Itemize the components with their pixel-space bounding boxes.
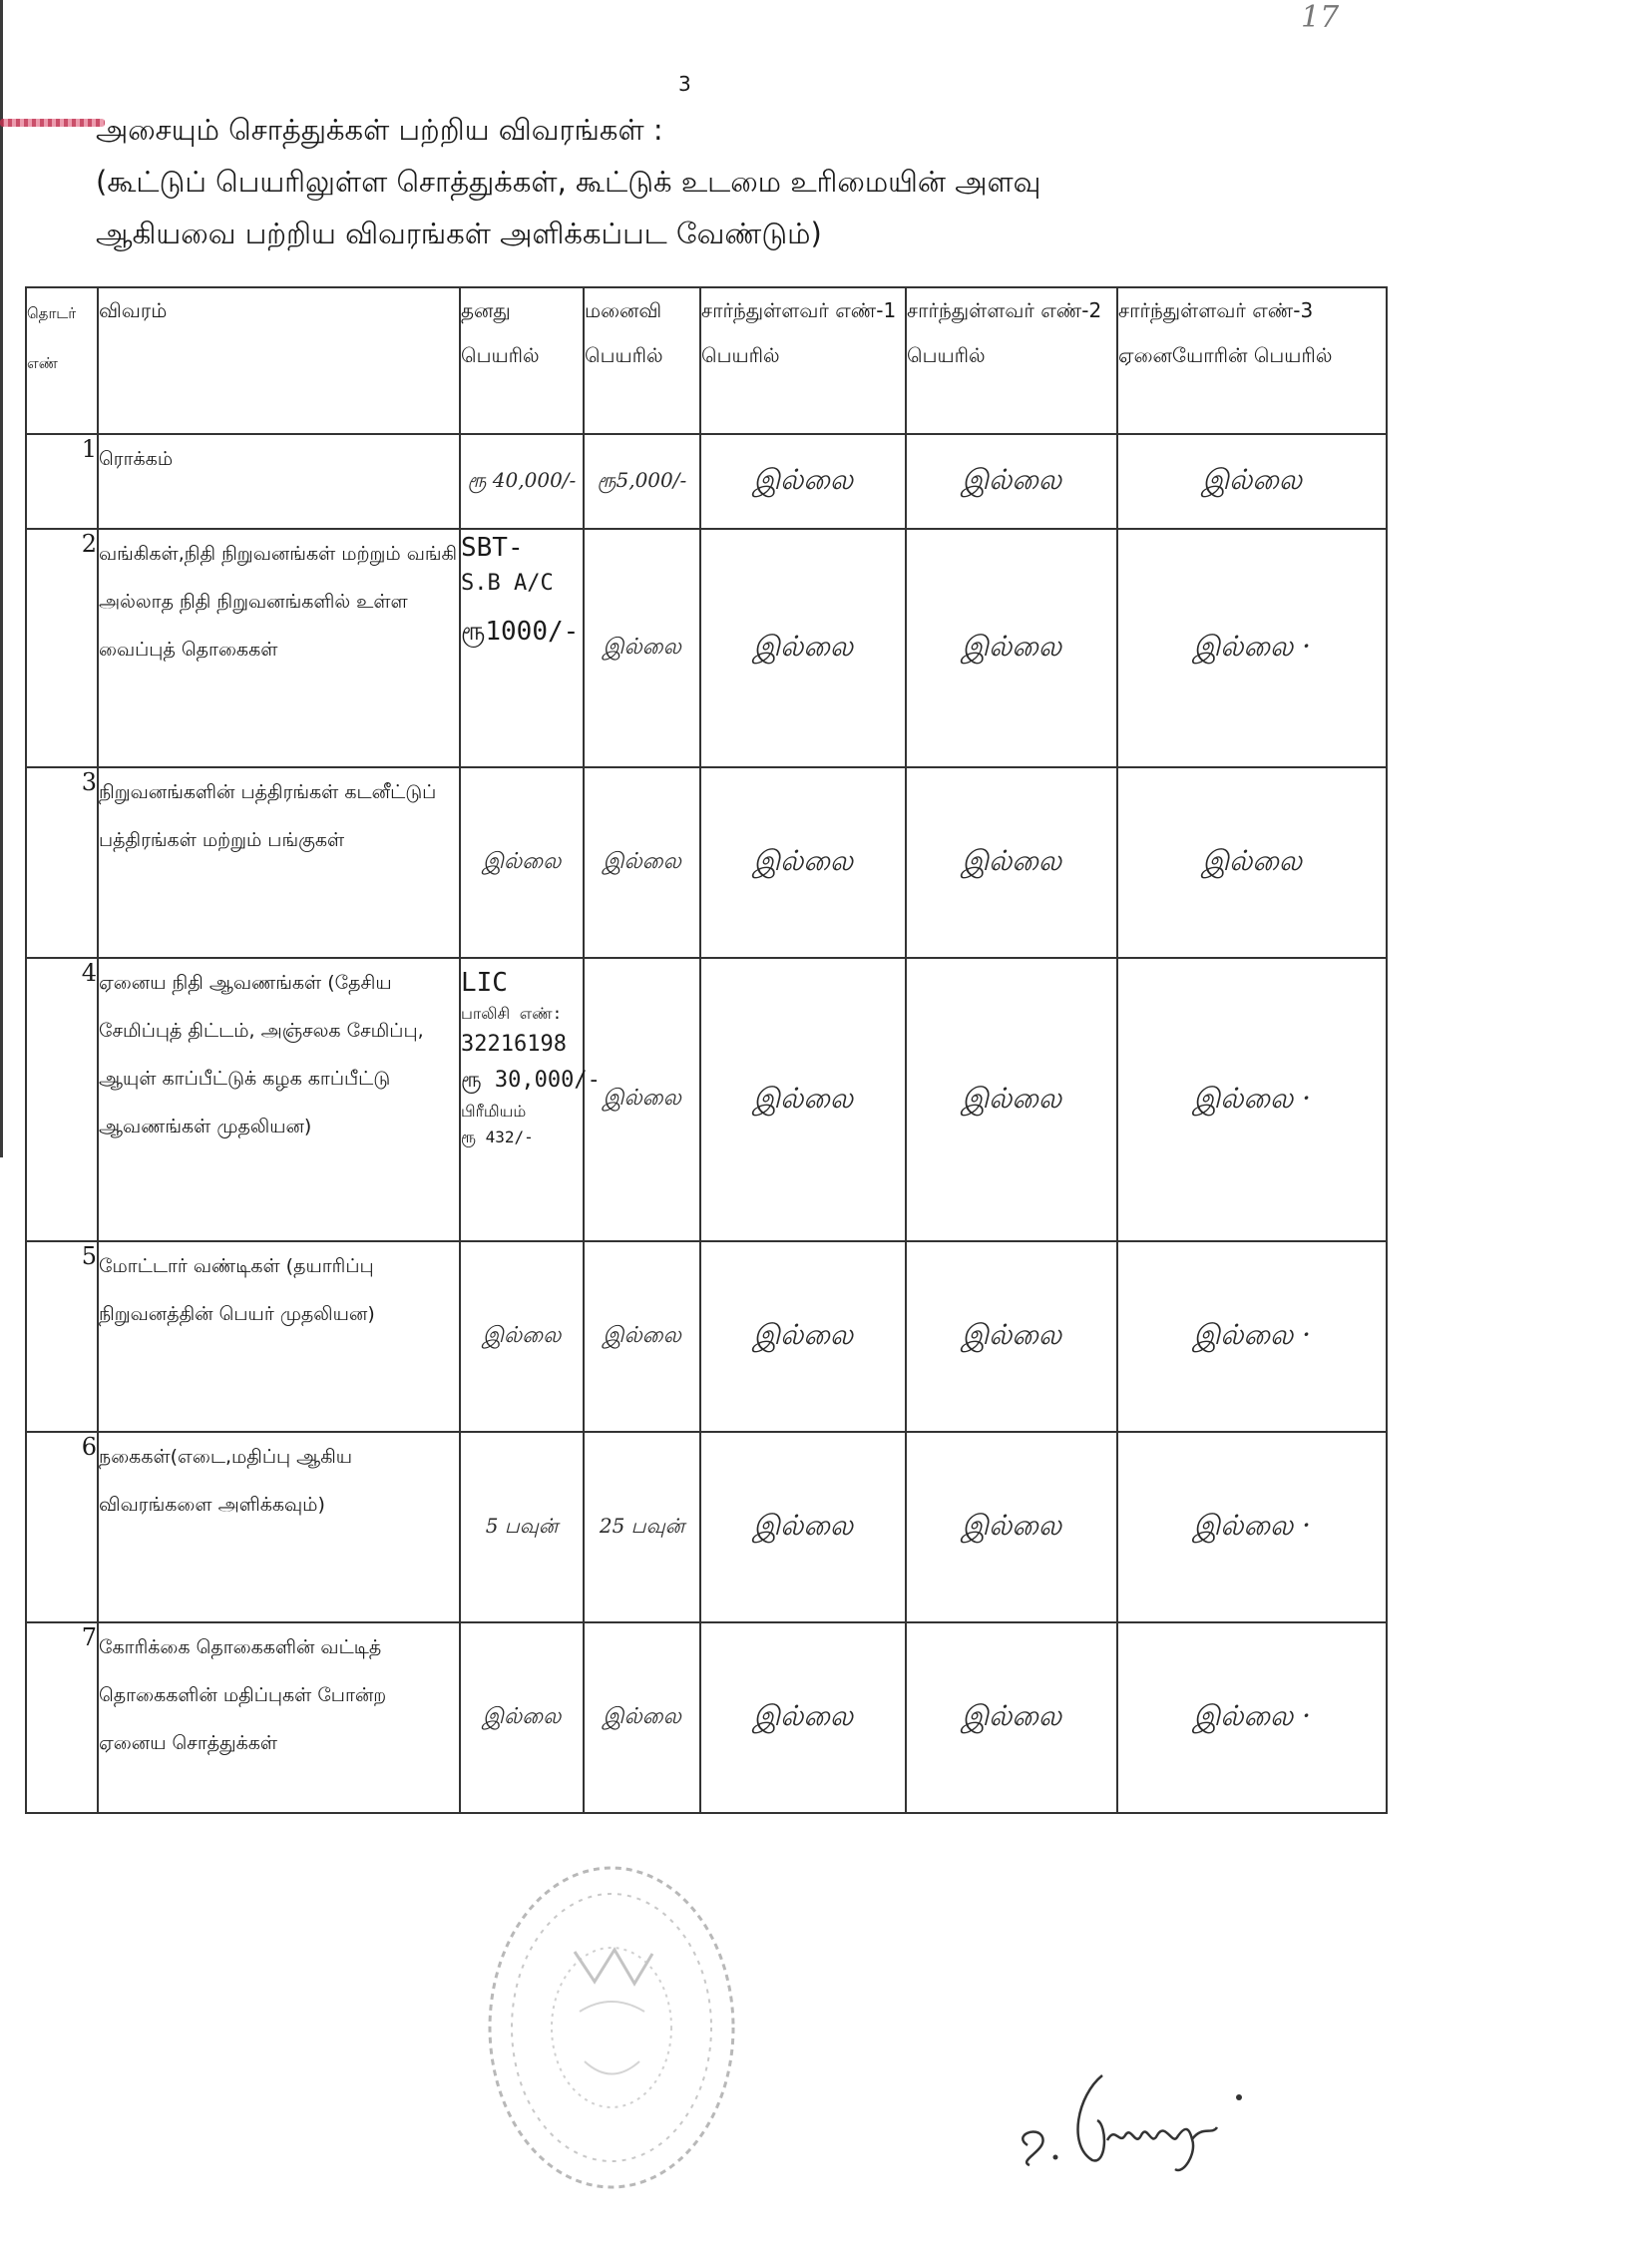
row-self-value: ரூ 40,000/-	[460, 434, 584, 529]
self-note-line: ரூ 432/-	[461, 1128, 534, 1146]
row-spouse-value: இல்லை	[584, 767, 700, 958]
row-sno: 6	[26, 1432, 98, 1622]
row-dep1-value: இல்லை	[700, 1241, 906, 1432]
table-row	[26, 1241, 1387, 1432]
row-dep3-value: இல்லை ·	[1117, 529, 1387, 767]
row-sno: 4	[26, 958, 98, 1241]
row-description: கோரிக்கை தொகைகளின் வட்டித் தொகைகளின் மதிப்புகள் போன்ற ஏனைய சொத்துக்கள்	[98, 1622, 460, 1813]
header-dependent-2: சார்ந்துள்ளவர் எண்-2 பெயரில்	[906, 287, 1117, 434]
table-row	[26, 1622, 1387, 1813]
row-dep2-value: இல்லை	[906, 434, 1117, 529]
row-dep2-value: இல்லை	[906, 529, 1117, 767]
movable-assets-table	[25, 286, 1388, 1814]
self-note-line: பிரீமியம்	[461, 1102, 527, 1121]
row-dep3-value: இல்லை	[1117, 434, 1387, 529]
table-header-row	[26, 287, 1387, 434]
table-row	[26, 434, 1387, 529]
row-dep1-value: இல்லை	[700, 1432, 906, 1622]
table-row	[26, 958, 1387, 1241]
self-note-line: LIC	[461, 968, 508, 998]
heading-line-1: அசையும் சொத்துக்கள் பற்றிய விவரங்கள் :	[96, 113, 663, 147]
row-self-note	[460, 958, 601, 1241]
row-dep3-value: இல்லை	[1117, 767, 1387, 958]
row-sno: 5	[26, 1241, 98, 1432]
row-dep2-value: இல்லை	[906, 1432, 1117, 1622]
row-self-note	[460, 529, 584, 767]
row-description: வங்கிகள்,நிதி நிறுவனங்கள் மற்றும் வங்கி அல்லாத நிதி நிறுவனங்களில் உள்ள வைப்புத் தொகைகள்	[98, 529, 460, 767]
row-dep2-value: இல்லை	[906, 767, 1117, 958]
row-dep1-value: இல்லை	[700, 434, 906, 529]
row-spouse-value: இல்லை	[584, 1241, 700, 1432]
corner-page-number: 17	[1301, 0, 1340, 35]
red-thread-mark	[0, 119, 105, 127]
row-dep3-value: இல்லை ·	[1117, 1241, 1387, 1432]
row-sno: 1	[26, 434, 98, 529]
row-sno: 7	[26, 1622, 98, 1813]
signature	[1008, 2065, 1267, 2185]
row-dep2-value: இல்லை	[906, 1622, 1117, 1813]
row-sno: 3	[26, 767, 98, 958]
row-spouse-value: ரூ5,000/-	[584, 434, 700, 529]
page-number: 3	[678, 72, 691, 96]
row-dep2-value: இல்லை	[906, 1241, 1117, 1432]
row-description: ரொக்கம்	[98, 434, 460, 529]
header-spouse: மனைவி பெயரில்	[584, 287, 700, 434]
section-heading	[96, 104, 1393, 259]
row-spouse-value: இல்லை	[584, 958, 700, 1241]
row-dep2-value: இல்லை	[906, 958, 1117, 1241]
self-note-line: ரூ1000/-	[461, 617, 580, 647]
table-row	[26, 1432, 1387, 1622]
self-note-line: ரூ 30,000/-	[461, 1068, 601, 1093]
row-spouse-value: இல்லை	[584, 1622, 700, 1813]
row-dep1-value: இல்லை	[700, 1622, 906, 1813]
row-dep3-value: இல்லை ·	[1117, 1622, 1387, 1813]
self-note-line: பாலிசி எண்:	[461, 1004, 563, 1023]
header-sno: தொடர் எண்	[26, 287, 98, 434]
row-description: நிறுவனங்களின் பத்திரங்கள் கடனீட்டுப் பத்திரங்கள் மற்றும் பங்குகள்	[98, 767, 460, 958]
row-description: நகைகள்(எடை,மதிப்பு ஆகிய விவரங்களை அளிக்கவும்)	[98, 1432, 460, 1622]
heading-line-3: ஆகியவை பற்றிய விவரங்கள் அளிக்கப்பட வேண்டும்)	[96, 217, 822, 250]
row-dep1-value: இல்லை	[700, 767, 906, 958]
page-left-edge	[0, 0, 3, 1157]
header-dependent-1: சார்ந்துள்ளவர் எண்-1 பெயரில்	[700, 287, 906, 434]
row-dep1-value: இல்லை	[700, 529, 906, 767]
header-description: விவரம்	[98, 287, 460, 434]
table-row	[26, 767, 1387, 958]
row-description: மோட்டார் வண்டிகள் (தயாரிப்பு நிறுவனத்தின் பெயர் முதலியன)	[98, 1241, 460, 1432]
self-note-line: S.B A/C	[461, 571, 554, 596]
table-row	[26, 529, 1387, 767]
row-sno: 2	[26, 529, 98, 767]
self-note-line: 32216198	[461, 1032, 567, 1057]
row-self-value: இல்லை	[460, 1622, 584, 1813]
row-description: ஏனைய நிதி ஆவணங்கள் (தேசிய சேமிப்புத் திட்டம், அஞ்சலக சேமிப்பு, ஆயுள் காப்பீட்டுக் கழக காப்பீட்டு ஆவணங்கள் முதலியன)	[98, 958, 460, 1241]
row-self-value: இல்லை	[460, 767, 584, 958]
row-self-value: இல்லை	[460, 1241, 584, 1432]
header-dependent-3: சார்ந்துள்ளவர் எண்-3 ஏனையோரின் பெயரில்	[1117, 287, 1387, 434]
header-self: தனது பெயரில்	[460, 287, 584, 434]
notary-seal	[485, 1862, 738, 2193]
row-spouse-value: 25 பவுன்	[584, 1432, 700, 1622]
self-note-line: SBT-	[461, 533, 524, 563]
row-spouse-value: இல்லை	[584, 529, 700, 767]
row-dep3-value: இல்லை ·	[1117, 958, 1387, 1241]
heading-line-2: (கூட்டுப் பெயரிலுள்ள சொத்துக்கள், கூட்டுக் உடமை உரிமையின் அளவு	[96, 165, 1041, 199]
row-self-value: 5 பவுன்	[460, 1432, 584, 1622]
row-dep3-value: இல்லை ·	[1117, 1432, 1387, 1622]
row-dep1-value: இல்லை	[700, 958, 906, 1241]
